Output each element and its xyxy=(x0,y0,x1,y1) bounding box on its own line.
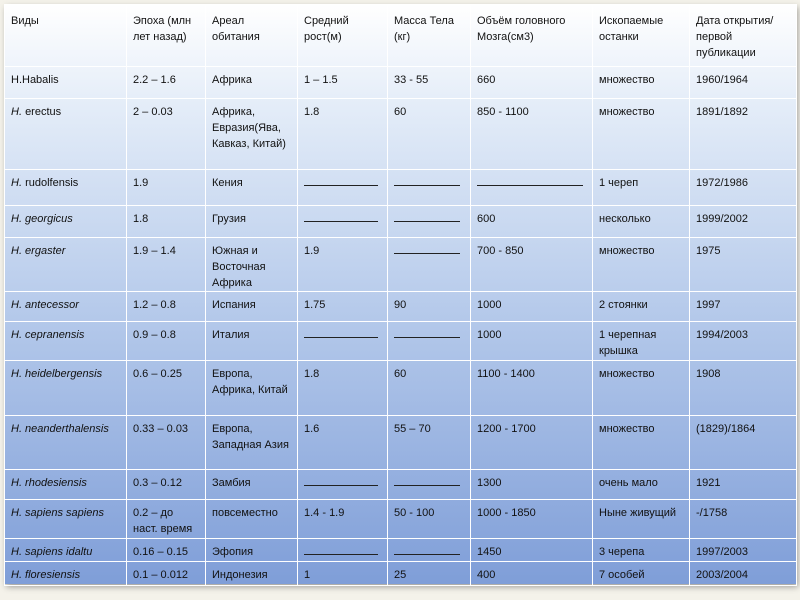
cell-date: 1972/1986 xyxy=(690,170,797,206)
cell-epoch: 0.3 – 0.12 xyxy=(127,470,206,500)
species-table-container xyxy=(4,4,796,584)
cell-fossils: 1 черепная крышка xyxy=(593,322,690,361)
cell-fossils: 1 череп xyxy=(593,170,690,206)
cell-brain: 400 xyxy=(471,562,593,586)
empty-dash xyxy=(394,221,460,222)
empty-dash xyxy=(304,185,378,186)
species-name: H. ergaster xyxy=(11,245,66,257)
cell-date: 1997 xyxy=(690,292,797,322)
cell-mass: 60 xyxy=(388,361,471,416)
empty-dash xyxy=(304,554,378,555)
cell-epoch: 0.2 – до наст. время xyxy=(127,500,206,539)
cell-mass: 33 - 55 xyxy=(388,67,471,99)
cell-species xyxy=(5,361,127,416)
cell-species xyxy=(5,562,127,586)
cell-fossils: Ныне живущий xyxy=(593,500,690,539)
cell-range: Замбия xyxy=(206,470,298,500)
species-name: H.Habalis xyxy=(11,74,59,86)
cell-fossils: множество xyxy=(593,99,690,170)
cell-mass: 25 xyxy=(388,562,471,586)
table-row xyxy=(5,206,797,238)
cell-brain: 1200 - 1700 xyxy=(471,416,593,470)
species-name: H. sapiens sapiens xyxy=(11,507,104,519)
cell-range: Европа, Западная Азия xyxy=(206,416,298,470)
cell-species xyxy=(5,67,127,99)
cell-epoch: 0.6 – 0.25 xyxy=(127,361,206,416)
cell-date: (1829)/1864 xyxy=(690,416,797,470)
empty-dash xyxy=(394,554,460,555)
cell-epoch: 2.2 – 1.6 xyxy=(127,67,206,99)
cell-brain: 1450 xyxy=(471,539,593,562)
hominin-species-table xyxy=(4,4,797,586)
cell-species xyxy=(5,416,127,470)
species-name: H. antecessor xyxy=(11,299,79,311)
column-header-date: Дата открытия/первой публикации xyxy=(690,5,797,67)
cell-mass xyxy=(388,170,471,206)
cell-height xyxy=(298,170,388,206)
cell-epoch: 0.9 – 0.8 xyxy=(127,322,206,361)
table-row xyxy=(5,170,797,206)
cell-brain: 1100 - 1400 xyxy=(471,361,593,416)
cell-height: 1 – 1.5 xyxy=(298,67,388,99)
table-row xyxy=(5,238,797,292)
species-name: erectus xyxy=(25,106,62,118)
cell-date: 1999/2002 xyxy=(690,206,797,238)
column-header-mass: Масса Тела (кг) xyxy=(388,5,471,67)
cell-mass xyxy=(388,322,471,361)
cell-fossils: несколько xyxy=(593,206,690,238)
empty-dash xyxy=(394,485,460,486)
cell-range: Эфопия xyxy=(206,539,298,562)
cell-brain xyxy=(471,170,593,206)
table-row xyxy=(5,470,797,500)
cell-range: Кения xyxy=(206,170,298,206)
empty-dash xyxy=(304,337,378,338)
cell-date: 1921 xyxy=(690,470,797,500)
cell-date: 1960/1964 xyxy=(690,67,797,99)
table-row xyxy=(5,99,797,170)
cell-height xyxy=(298,206,388,238)
cell-mass xyxy=(388,238,471,292)
cell-brain: 1000 xyxy=(471,322,593,361)
table-row xyxy=(5,292,797,322)
cell-brain: 1300 xyxy=(471,470,593,500)
table-row xyxy=(5,500,797,539)
empty-dash xyxy=(304,221,378,222)
cell-mass xyxy=(388,206,471,238)
cell-epoch: 0.16 – 0.15 xyxy=(127,539,206,562)
empty-dash xyxy=(304,485,378,486)
cell-species xyxy=(5,99,127,170)
species-name: rudolfensis xyxy=(25,177,79,189)
empty-dash xyxy=(394,185,460,186)
cell-brain: 1000 xyxy=(471,292,593,322)
table-row xyxy=(5,361,797,416)
cell-fossils: 2 стоянки xyxy=(593,292,690,322)
cell-brain: 850 - 1100 xyxy=(471,99,593,170)
cell-epoch: 1.8 xyxy=(127,206,206,238)
species-name: H. floresiensis xyxy=(11,569,81,581)
species-name: H. georgicus xyxy=(11,213,73,225)
cell-height: 1.4 - 1.9 xyxy=(298,500,388,539)
cell-height: 1.6 xyxy=(298,416,388,470)
cell-height xyxy=(298,470,388,500)
cell-range: Индонезия xyxy=(206,562,298,586)
column-header-height: Средний рост(м) xyxy=(298,5,388,67)
species-genus: H. xyxy=(11,106,26,118)
cell-mass xyxy=(388,470,471,500)
cell-fossils: 7 особей xyxy=(593,562,690,586)
cell-species xyxy=(5,170,127,206)
cell-fossils: множество xyxy=(593,238,690,292)
column-header-brain: Объём головного Мозга(см3) xyxy=(471,5,593,67)
cell-epoch: 0.1 – 0.012 xyxy=(127,562,206,586)
cell-epoch: 0.33 – 0.03 xyxy=(127,416,206,470)
cell-date: 2003/2004 xyxy=(690,562,797,586)
cell-brain: 660 xyxy=(471,67,593,99)
cell-brain: 1000 - 1850 xyxy=(471,500,593,539)
species-name: H. rhodesiensis xyxy=(11,477,87,489)
cell-species xyxy=(5,238,127,292)
cell-range: Африка xyxy=(206,67,298,99)
cell-height xyxy=(298,322,388,361)
cell-fossils: 3 черепа xyxy=(593,539,690,562)
species-genus: H. xyxy=(11,177,26,189)
cell-epoch: 1.2 – 0.8 xyxy=(127,292,206,322)
species-name: H. sapiens idaltu xyxy=(11,546,93,558)
empty-dash xyxy=(394,337,460,338)
cell-range: повсеместно xyxy=(206,500,298,539)
cell-height: 1.9 xyxy=(298,238,388,292)
cell-date: -/1758 xyxy=(690,500,797,539)
cell-date: 1994/2003 xyxy=(690,322,797,361)
cell-range: Италия xyxy=(206,322,298,361)
cell-mass: 50 - 100 xyxy=(388,500,471,539)
species-name: H. neanderthalensis xyxy=(11,423,109,435)
cell-species xyxy=(5,322,127,361)
table-row xyxy=(5,67,797,99)
column-header-epoch: Эпоха (млн лет назад) xyxy=(127,5,206,67)
cell-date: 1997/2003 xyxy=(690,539,797,562)
cell-height: 1 xyxy=(298,562,388,586)
cell-mass: 60 xyxy=(388,99,471,170)
cell-species xyxy=(5,470,127,500)
cell-fossils: множество xyxy=(593,361,690,416)
empty-dash xyxy=(477,185,583,186)
header-row xyxy=(5,5,797,67)
cell-range: Грузия xyxy=(206,206,298,238)
cell-date: 1975 xyxy=(690,238,797,292)
cell-date: 1891/1892 xyxy=(690,99,797,170)
cell-brain: 600 xyxy=(471,206,593,238)
cell-mass xyxy=(388,539,471,562)
table-row xyxy=(5,539,797,562)
column-header-species: Виды xyxy=(5,5,127,67)
table-row xyxy=(5,322,797,361)
cell-height: 1.75 xyxy=(298,292,388,322)
cell-species xyxy=(5,292,127,322)
cell-species xyxy=(5,500,127,539)
cell-brain: 700 - 850 xyxy=(471,238,593,292)
cell-epoch: 1.9 xyxy=(127,170,206,206)
cell-species xyxy=(5,539,127,562)
cell-range: Африка, Евразия(Ява, Кавказ, Китай) xyxy=(206,99,298,170)
species-name: H. heidelbergensis xyxy=(11,368,103,380)
species-name: H. cepranensis xyxy=(11,329,85,341)
cell-date: 1908 xyxy=(690,361,797,416)
table-row xyxy=(5,416,797,470)
cell-mass: 55 – 70 xyxy=(388,416,471,470)
cell-fossils: очень мало xyxy=(593,470,690,500)
cell-fossils: множество xyxy=(593,416,690,470)
cell-range: Южная и Восточная Африка xyxy=(206,238,298,292)
cell-fossils: множество xyxy=(593,67,690,99)
cell-epoch: 2 – 0.03 xyxy=(127,99,206,170)
column-header-fossils: Ископаемые останки xyxy=(593,5,690,67)
table-row xyxy=(5,562,797,586)
empty-dash xyxy=(394,253,460,254)
cell-height xyxy=(298,539,388,562)
column-header-range: Ареал обитания xyxy=(206,5,298,67)
cell-mass: 90 xyxy=(388,292,471,322)
cell-height: 1.8 xyxy=(298,361,388,416)
cell-range: Европа, Африка, Китай xyxy=(206,361,298,416)
cell-height: 1.8 xyxy=(298,99,388,170)
cell-range: Испания xyxy=(206,292,298,322)
cell-epoch: 1.9 – 1.4 xyxy=(127,238,206,292)
cell-species xyxy=(5,206,127,238)
